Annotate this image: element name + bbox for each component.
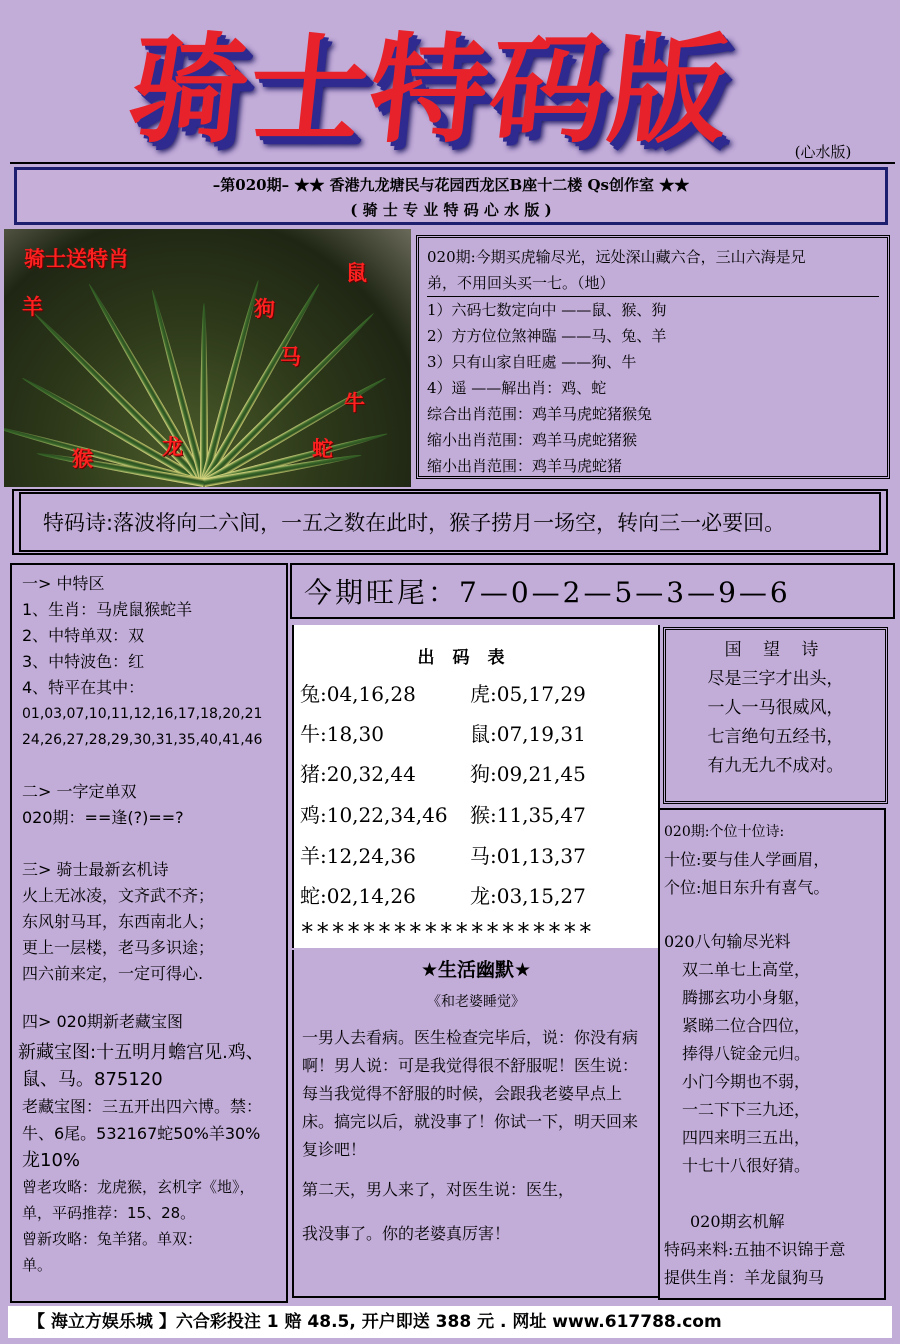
strategy-line: 单。 bbox=[22, 1256, 53, 1274]
poem-line: 特码来料:五抽不识锦于意 bbox=[664, 1240, 846, 1259]
left-column bbox=[10, 563, 288, 1303]
guowang-poem bbox=[663, 627, 888, 804]
humor-subtitle: 《和老婆睡觉》 bbox=[427, 994, 525, 1010]
zodiac-label: 羊 bbox=[22, 295, 43, 319]
chart-cell: 马:01,13,37 bbox=[470, 844, 586, 868]
prediction-item: 4）遥 ——解出肖：鸡、蛇 bbox=[427, 379, 607, 397]
lucky-tail: 今期旺尾：7—0—2—5—3—9—6 bbox=[290, 563, 895, 619]
prediction-line: 020期:今期买虎输尽光，远处深山藏六合，三山六海是兄 bbox=[427, 248, 806, 266]
section-title: 020八句输尽光料 bbox=[664, 932, 791, 951]
plant-photo bbox=[4, 229, 411, 487]
poem-line: 尽是三字才出头， bbox=[707, 669, 844, 689]
special-poem: 特码诗:落波将向二六间，一五之数在此时，猴子捞月一场空，转向三一必要回。 bbox=[19, 492, 881, 552]
section-title: 020期玄机解 bbox=[690, 1212, 785, 1231]
zodiac-label: 牛 bbox=[344, 391, 365, 415]
zodiac-label: 蛇 bbox=[312, 437, 333, 461]
humor-section bbox=[292, 950, 660, 1298]
chart-cell: 龙:03,15,27 bbox=[470, 884, 586, 908]
prediction-item: 缩小出肖范围：鸡羊马虎蛇猪 bbox=[427, 457, 623, 475]
poem-line: 更上一层楼，老马多识途； bbox=[22, 938, 215, 957]
section-title: 一> 中特区 bbox=[22, 574, 105, 593]
chart-title: 出码表 bbox=[417, 648, 523, 668]
poem-line: 腾挪玄功小身躯， bbox=[682, 988, 811, 1007]
prediction-item: 综合出肖范围：鸡羊马虎蛇猪猴兔 bbox=[427, 405, 653, 423]
treasure-line: 龙10% bbox=[22, 1150, 81, 1171]
zodiac-label: 鼠 bbox=[346, 261, 367, 285]
poem-line: 东风射马耳，东西南北人； bbox=[22, 912, 215, 931]
list-item: 3、中特波色：红 bbox=[22, 652, 145, 671]
chart-cell: 猴:11,35,47 bbox=[470, 803, 586, 827]
page-title: 骑士特码版 bbox=[122, 21, 738, 159]
header-banner bbox=[14, 167, 888, 225]
poem-line: 十位:要与佳人学画眉， bbox=[664, 850, 830, 869]
header-divider bbox=[10, 162, 895, 164]
strategy-line: 单，平码推荐：15、28。 bbox=[22, 1204, 196, 1222]
chart-cell: 兔:04,16,28 bbox=[300, 682, 416, 706]
poem-line: 十七十八很好猜。 bbox=[682, 1156, 811, 1175]
chart-cell: 蛇:02,14,26 bbox=[300, 884, 416, 908]
treasure-line: 新藏宝图:十五明月蟾宫见.鸡、 bbox=[18, 1042, 264, 1063]
list-item: 4、特平在其中： bbox=[22, 678, 145, 697]
chart-cell: 羊:12,24,36 bbox=[300, 844, 416, 868]
prediction-item: 缩小出肖范围：鸡羊马虎蛇猪猴 bbox=[427, 431, 638, 449]
zodiac-label: 龙 bbox=[162, 435, 183, 459]
poem-line: 捧得八锭金元归。 bbox=[682, 1044, 811, 1063]
poem-line: 提供生肖：羊龙鼠狗马 bbox=[664, 1268, 825, 1287]
prediction-box bbox=[416, 235, 890, 479]
strategy-line: 曾新攻略：兔羊猪。单双： bbox=[22, 1230, 203, 1248]
chart-cell: 牛:18,30 bbox=[300, 722, 384, 746]
zodiac-label: 猴 bbox=[72, 447, 93, 471]
prediction-item: 3）只有山家自旺處 ——狗、牛 bbox=[427, 353, 637, 371]
poem-line: 个位:旭日东升有喜气。 bbox=[664, 878, 830, 897]
guowang-title: 国 望 诗 bbox=[724, 640, 827, 660]
footer-ad: 【 海立方娱乐城 】六合彩投注 1 赔 48.5, 开户即送 388 元 . 网址 www.617788.com bbox=[8, 1306, 892, 1338]
humor-body: 一男人去看病。医生检查完毕后，说：你没有病啊！男人说：可是我觉得很不舒服呢！医生说：每当我觉得不舒服的时候，会跟我老婆早点上床。搞完以后，就没事了！你试一下，明天回来复诊吧！ bbox=[302, 1028, 639, 1159]
section-title: 020期:个位十位诗: bbox=[664, 824, 785, 840]
header-line-1: –第020期– ★★ 香港九龙塘民与花园西龙区B座十二楼 Qs创作室 ★★ bbox=[212, 176, 690, 194]
poem-line: 双二单七上高堂， bbox=[682, 960, 811, 979]
chart-cell: 虎:05,17,29 bbox=[470, 682, 586, 706]
right-column bbox=[658, 808, 886, 1300]
list-item: 1、生肖：马虎鼠猴蛇羊 bbox=[22, 600, 193, 619]
prediction-item: 1）六码七数定向中 ——鼠、猴、狗 bbox=[427, 301, 667, 319]
list-item: 2、中特单双：双 bbox=[22, 626, 145, 645]
chart-cell: 鸡:10,22,34,46 bbox=[300, 803, 448, 827]
poem-line: 紧睇二位合四位， bbox=[682, 1016, 811, 1035]
prediction-item: 2）方方位位煞神臨 ——马、兔、羊 bbox=[427, 327, 667, 345]
list-item: 020期：==逢(?)==? bbox=[22, 808, 184, 827]
photo-caption: 骑士送特肖 bbox=[24, 247, 129, 271]
humor-body: 我没事了。你的老婆真厉害！ bbox=[302, 1224, 511, 1243]
chart-cell: 猪:20,32,44 bbox=[300, 762, 416, 786]
star-divider: ******************* bbox=[300, 918, 594, 946]
number-list: 24,26,27,28,29,30,31,35,40,41,46 bbox=[22, 732, 263, 748]
humor-title: ★生活幽默★ bbox=[420, 959, 532, 981]
strategy-line: 曾老攻略：龙虎猴，玄机字《地》， bbox=[22, 1178, 255, 1196]
poem-line: 一人一马很威风， bbox=[707, 698, 844, 718]
poem-line: 一二下下三九还， bbox=[682, 1100, 811, 1119]
chart-cell: 狗:09,21,45 bbox=[470, 762, 586, 786]
zodiac-label: 狗 bbox=[254, 297, 275, 321]
edition-label: (心水版) bbox=[787, 141, 859, 165]
poem-line: 有九无九不成对。 bbox=[707, 756, 844, 776]
poem-line: 七言绝句五经书， bbox=[707, 727, 844, 747]
poem-line: 火上无冰凌，文齐武不齐； bbox=[22, 886, 215, 905]
section-title: 二> 一字定单双 bbox=[22, 782, 137, 801]
poem-line: 四六前来定，一定可得心. bbox=[22, 964, 204, 983]
poem-line: 四四来明三五出， bbox=[682, 1128, 811, 1147]
chart-cell: 鼠:07,19,31 bbox=[470, 722, 586, 746]
section-title: 四> 020期新老藏宝图 bbox=[22, 1012, 184, 1031]
humor-body: 第二天，男人来了，对医生说：医生， bbox=[302, 1180, 575, 1199]
prediction-line: 弟，不用回头买一七。（地） bbox=[427, 270, 879, 297]
header-line-2: ( 骑 士 专 业 特 码 心 水 版 ) bbox=[350, 201, 552, 219]
treasure-line: 老藏宝图：三五开出四六博。禁： bbox=[22, 1097, 263, 1116]
number-list: 01,03,07,10,11,12,16,17,18,20,21 bbox=[22, 706, 263, 722]
treasure-line: 鼠、马。875120 bbox=[22, 1069, 163, 1090]
poem-line: 小门今期也不弱， bbox=[682, 1072, 811, 1091]
section-title: 三> 骑士最新玄机诗 bbox=[22, 860, 169, 879]
zodiac-label: 马 bbox=[280, 345, 301, 369]
treasure-line: 牛、6尾。532167蛇50%羊30% bbox=[22, 1124, 261, 1143]
